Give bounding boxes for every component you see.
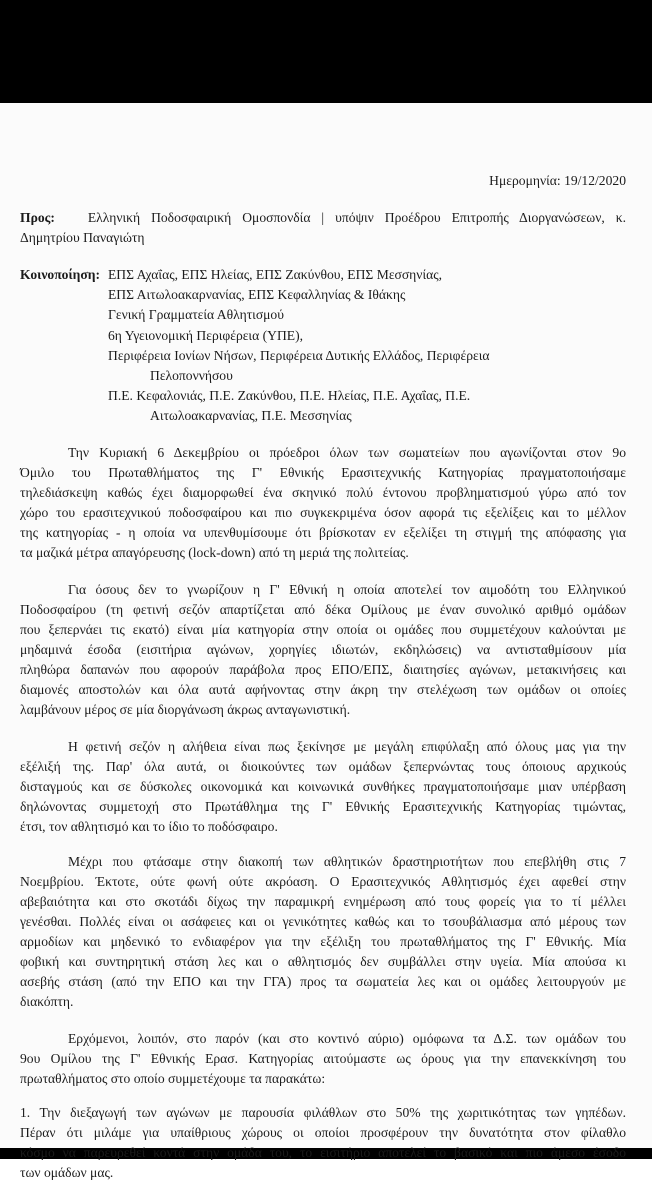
body-line: δηλώνοντας συμμετοχή στο Πρωτάθλημα της Γ' Εθνικής Ερασιτεχνικής Κατηγορίας τιμώντας, (20, 799, 626, 814)
cc-line: Αιτωλοακαρνανίας, Π.Ε. Μεσσηνίας (150, 408, 352, 423)
body-line: έτσι, τον αθλητισμό και το ίδιο το ποδόσφαιρο. (20, 819, 278, 834)
body-line: Όμιλο του Πρωταθλήματος της Γ' Εθνικής Ερασιτεχνικής Κατηγορίας πραγματοποιήσαμε (20, 465, 626, 480)
body-line: διαμονές αποστολών και όλα αυτά αφήνοντας στην άκρη την στελέχωση των ομάδων οι οποίες (20, 682, 626, 697)
recipient-block: Προς: Ελληνική Ποδοσφαιρική Ομοσπονδία | υπόψιν Προέδρου Επιτροπής Διοργανώσεων, κ. (20, 210, 626, 225)
cc-line: Γενική Γραμματεία Αθλητισμού (108, 307, 284, 322)
cc-line: Πελοποννήσου (150, 368, 233, 383)
body-line: Την Κυριακή 6 Δεκεμβρίου οι πρόεδροι όλων των σωματείων που αγωνίζονται στον 9ο (68, 445, 626, 460)
body-line: Μέχρι που φτάσαμε στην διακοπή των αθλητικών δραστηριοτήτων που επεβλήθη στις 7 (68, 854, 626, 869)
body-line: πληθώρα δαπανών που αφορούν παράβολα προς ΕΠΟ/ΕΠΣ, διαιτησίες αγώνων, μετακινήσεις και (20, 662, 626, 677)
list-item-line: 1. Την διεξαγωγή των αγώνων με παρουσία φιλάθλων στο 50% της χωριτικότητας των γηπέδων. (20, 1105, 626, 1120)
body-line: ασεβής στάση (από την ΕΠΟ και την ΓΓΑ) προς τα σωματεία λες και οι ομάδες λειτουργούν με (20, 974, 626, 989)
body-line: που ξεπερνάει τις εκατό) είναι μία κατηγορία στην οποία οι ομάδες που συμμετέχουν καλούνται με (20, 622, 626, 637)
body-line: λαμβάνουν μέρος σε μία διοργάνωση άκρως ανταγωνιστική. (20, 702, 351, 717)
cc-label: Κοινοποίηση: (20, 267, 101, 282)
body-line: αρμοδίων και μηδενικό το ενδιαφέρον για την εξέλιξη του πρωταθλήματος της Γ' Εθνικής. Μία (20, 934, 626, 949)
cc-line: 6η Υγειονομική Περιφέρεια (ΥΠΕ), (108, 328, 304, 343)
body-line: πρωταθλήματος στο οποίο συμμετέχουμε τα παρακάτω: (20, 1071, 326, 1086)
list-item-line: κόσμο να παρευρεθεί κοντά στην ομάδα του, το εισιτήριο αποτελεί το βασικό και πιο άμεσο έσοδο (20, 1145, 626, 1160)
date-line: Ημερομηνία: 19/12/2020 (489, 173, 626, 188)
body-line: της κατηγορίας - η οποία να υπενθυμίσουμε ότι βρίσκοταν εν εξελίξει τη στιγμή της απόφασης για (20, 525, 626, 540)
recipient-label: Προς (20, 210, 51, 225)
recipient-line: Δημητρίου Παναγιώτη (20, 230, 145, 245)
recipient-line: Ελληνική Ποδοσφαιρική Ομοσπονδία | υπόψιν Προέδρου Επιτροπής Διοργανώσεων, κ. (87, 210, 626, 225)
body-line: δισταγμούς και σε δύσκολες οικονομικά και κοινωνικά συνθήκες πραγματοποιήσαμε μιαν υπέρβαση (20, 779, 626, 794)
top-black-bar (0, 0, 652, 103)
body-line: 9ου Ομίλου της Γ' Εθνικής Ερασ. Κατηγορίας αιτούμαστε ως όρους για την επανεκκίνηση του (20, 1051, 626, 1066)
body-line: Ποδοσφαίρου (τη φετινή σεζόν απαρτίζεται από δέκα Ομίλους με έναν συνολικό αριθμό ομάδων (20, 602, 626, 617)
body-line: Η φετινή σεζόν η αλήθεια είναι πως ξεκίνησε με μεγάλη επιφύλαξη από όλους μας για την (68, 739, 626, 754)
cc-line: Π.Ε. Κεφαλονιάς, Π.Ε. Ζακύνθου, Π.Ε. Ηλείας, Π.Ε. Αχαΐας, Π.Ε. (108, 388, 471, 403)
list-item-line: των ομάδων μας. (20, 1165, 114, 1180)
body-line: μηδαμινά έσοδα (εισιτήρια αγώνων, χορηγίες ιδιωτών, εκδηλώσεις) να αντισταθμίσουν μία (20, 642, 626, 657)
body-line: φοβική και συντηρητική στάση λες και ο αθλητισμός δεν συμβάλλει στην υγεία. Μία απούσα κι (20, 954, 626, 969)
body-line: τα μαζικά μέτρα απαγόρευσης (lock-down) από τη μεριά της πολιτείας. (20, 545, 409, 560)
body-line: Για όσους δεν το γνωρίζουν η Γ' Εθνική η οποία αποτελεί τον αιμοδότη του Ελληνικού (68, 582, 626, 597)
body-line: εξέλιξή της. Παρ' όλα αυτά, οι διοικούντες των ομάδων ξεπερνώντας τους όποιους αρχικούς (20, 759, 626, 774)
list-item-line: Πέραν ότι μιλάμε για υπαίθριους χώρους οι οποίοι προσφέρουν την δυνατότητα στον φίλαθλο (20, 1125, 626, 1140)
cc-line: Περιφέρεια Ιονίων Νήσων, Περιφέρεια Δυτικής Ελλάδος, Περιφέρεια (108, 348, 490, 363)
body-line: Ερχόμενοι, λοιπόν, στο παρόν (και στο κοντινό αύριο) ομόφωνα τα Δ.Σ. των ομάδων του (68, 1031, 626, 1046)
body-line: χώρο του ερασιτεχνικού ποδοσφαίρου και πιο συγκεκριμένα όσον αφορά τις εξελίξεις και το μέλλον (20, 505, 626, 520)
cc-line: ΕΠΣ Αιτωλοακαρνανίας, ΕΠΣ Κεφαλληνίας & Ιθάκης (108, 287, 406, 302)
body-line: αβεβαιότητα και στο σκοτάδι δίχως την παραμικρή ενημέρωση από τους φορείς για το τί μέλλει (20, 894, 626, 909)
body-line: γενέσθαι. Πολλές είναι οι ασάφειες και οι γενικότητες καθώς και το τσουβάλιασμα από μέρους των (20, 914, 626, 929)
body-line: Νοεμβρίου. Έκτοτε, ούτε φωνή ούτε ακρόαση. Ο Ερασιτεχνικός Αθλητισμός έχει αφεθεί στην (20, 874, 626, 889)
body-line: διακόπτη. (20, 994, 74, 1009)
cc-line: ΕΠΣ Αχαΐας, ΕΠΣ Ηλείας, ΕΠΣ Ζακύνθου, ΕΠΣ Μεσσηνίας, (108, 267, 443, 282)
body-line: τηλεδιάσκεψη καθώς έχει διαμορφωθεί ένα σκηνικό πολύ έντονου προβληματισμού γύρω από τον (20, 485, 626, 500)
